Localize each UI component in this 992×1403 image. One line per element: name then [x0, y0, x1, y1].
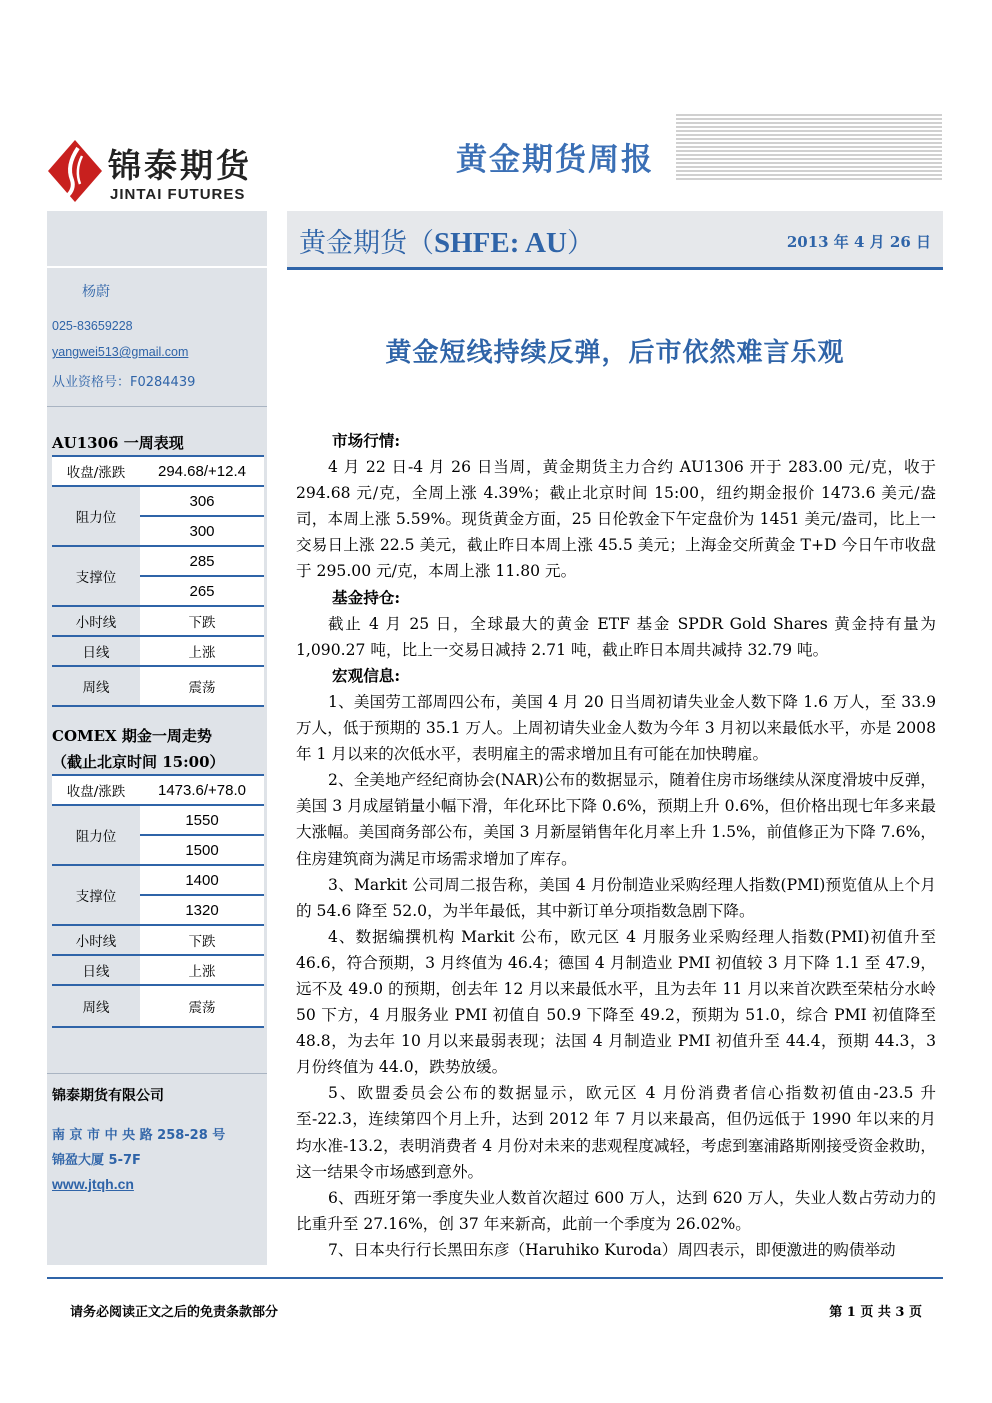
table-row — [52, 955, 264, 985]
report-date: 2013 年 4 月 26 日 — [786, 233, 931, 251]
sidebar-divider — [47, 266, 267, 268]
company-address-line1: 南 京 市 中 央 路 258-28 号 — [52, 1128, 226, 1143]
paragraph-macro-3: 3、Markit 公司周二报告称，美国 4 月份制造业采购经理人指数(PMI)预览值从上个月的 54.6 降至 52.0，为半年最低，其中新订单分项指数急剧下降。 — [296, 875, 936, 920]
au-performance-table — [52, 455, 264, 707]
close-label: 收盘/涨跌 — [52, 456, 140, 486]
au-table-title: AU1306 一周表现 — [52, 434, 184, 452]
company-address-line2: 锦盈大厦 5-7F — [52, 1153, 141, 1168]
close-value: 1473.6/+78.0 — [140, 775, 264, 805]
hourly-value: 下跌 — [140, 606, 264, 636]
logo-cn-text: 锦泰期货 — [108, 146, 252, 185]
paragraph-macro-2: 2、全美地产经纪商协会(NAR)公布的数据显示，随着住房市场继续从深度滑坡中反弹，美国 3 月成屋销量小幅下滑，年化环比下降 0.6%，预期上升 0.6%，但价格出现七年多来最大涨幅。美国商务部公布，美国 3 月新屋销售年化月率上升 1.5%，前值修正为下降 7.6%，住房建筑商为满足市场需求增加了库存。 — [296, 771, 936, 868]
support-label: 支撑位 — [52, 865, 140, 925]
weekly-value: 震荡 — [140, 666, 264, 706]
table-row — [52, 865, 264, 895]
weekly-value: 震荡 — [140, 985, 264, 1027]
resistance-value-2: 1500 — [140, 835, 264, 865]
paragraph-fund: 截止 4 月 25 日，全球最大的黄金 ETF 基金 SPDR Gold Shares 黄金持有量为 1,090.27 吨，比上一交易日减持 2.71 吨，截止昨日本周共减持 32.79 吨。 — [296, 614, 936, 659]
section-heading-macro: 宏观信息: — [332, 665, 401, 685]
weekly-label: 周线 — [52, 985, 140, 1027]
table-row — [52, 606, 264, 636]
daily-label: 日线 — [52, 955, 140, 985]
resistance-value-2: 300 — [140, 516, 264, 546]
hourly-value: 下跌 — [140, 925, 264, 955]
support-value-2: 265 — [140, 576, 264, 606]
resistance-value-1: 306 — [140, 486, 264, 516]
support-label: 支撑位 — [52, 546, 140, 606]
company-name: 锦泰期货有限公司 — [52, 1088, 164, 1104]
section-heading-market: 市场行情: — [332, 431, 401, 450]
table-row — [52, 636, 264, 666]
resistance-value-1: 1550 — [140, 805, 264, 835]
support-value-1: 1400 — [140, 865, 264, 895]
table-row — [52, 805, 264, 835]
daily-value: 上涨 — [140, 636, 264, 666]
table-row — [52, 775, 264, 805]
comex-table-subtitle: （截止北京时间 15:00） — [52, 753, 225, 771]
comex-table-title: COMEX 期金一周走势 — [52, 727, 212, 745]
logo-en-text: JINTAI FUTURES — [110, 186, 246, 203]
table-row — [52, 456, 264, 486]
resistance-label: 阻力位 — [52, 486, 140, 546]
footer-divider — [47, 1277, 943, 1279]
comex-performance-table — [52, 774, 264, 1028]
table-row — [52, 546, 264, 576]
headline-bar — [287, 211, 943, 270]
table-row — [52, 985, 264, 1027]
logo-diamond-icon — [48, 140, 102, 202]
close-value: 294.68/+12.4 — [140, 456, 264, 486]
analyst-email-link[interactable]: yangwei513@gmail.com — [52, 345, 189, 359]
support-value-2: 1320 — [140, 895, 264, 925]
table-row — [52, 486, 264, 516]
analyst-name: 杨蔚 — [82, 284, 110, 300]
close-label: 收盘/涨跌 — [52, 775, 140, 805]
resistance-label: 阻力位 — [52, 805, 140, 865]
hourly-label: 小时线 — [52, 606, 140, 636]
analyst-phone: 025-83659228 — [52, 319, 133, 333]
sidebar-separator — [47, 406, 267, 407]
header-stripes — [676, 114, 942, 182]
paragraph-macro-1: 1、美国劳工部周四公布，美国 4 月 20 日当周初请失业金人数下降 1.6 万人，至 33.9 万人，低于预期的 35.1 万人。上周初请失业金人数为今年 3 月初以来最低水平，亦是 2008 年 1 月以来的次低水平，表明雇主的需求增加且有可能在加快聘雇。 — [296, 692, 936, 764]
company-website-link[interactable]: www.jtqh.cn — [52, 1176, 134, 1192]
analyst-license: 从业资格号：F0284439 — [52, 375, 196, 390]
paragraph-market: 4 月 22 日-4 月 26 日当周，黄金期货主力合约 AU1306 开于 283.00 元/克，收于 294.68 元/克，全周上涨 4.39%；截止北京时间 15:00，纽约期金报价 1473.6 美元/盎司，本周上涨 5.59%。现货黄金方面，25 日伦敦金下午定盘价为 1451 美元/盎司，比上一交易日上涨 22.5 美元，截止昨日本周上涨 45.5 美元；上海金交所黄金 T+D 今日午市收盘于 295.00 元/克，本周上涨 11.80 元。 — [296, 458, 936, 581]
paragraph-macro-4: 4、数据编撰机构 Markit 公布，欧元区 4 月服务业采购经理人指数(PMI)初值升至 46.6，符合预期，3 月终值为 46.4；德国 4 月制造业 PMI 初值较 3 月下降 1.1 至 47.9，远不及 49.0 的预期，创去年 12 月以来最低水平，且为去年 11 月以来首次跌至荣枯分水岭 50 下方，4 月服务业 PMI 初值自 50.9 下降至 49.2，预期为 51.0，综合 PMI 初值降至 48.8，为去年 10 月以来最弱表现；法国 4 月制造业 PMI 初值升至 44.4，预期 44.3，3 月份终值为 44.0，跌势放缓。 — [296, 927, 936, 1077]
footer-disclaimer: 请务必阅读正文之后的免责条款部分 — [70, 1305, 279, 1320]
article-body — [296, 428, 936, 1263]
article-title: 黄金短线持续反弹，后市依然难言乐观 — [385, 338, 845, 368]
support-value-1: 285 — [140, 546, 264, 576]
section-heading-fund: 基金持仓: — [332, 587, 401, 607]
daily-label: 日线 — [52, 636, 140, 666]
company-logo — [48, 138, 268, 208]
headline-product: 黄金期货（SHFE: AU） — [299, 227, 594, 259]
paragraph-macro-7: 7、日本央行行长黑田东彦（Haruhiko Kuroda）周四表示，即便激进的购债举动 — [328, 1240, 896, 1259]
weekly-label: 周线 — [52, 666, 140, 706]
page-number: 第 1 页 共 3 页 — [829, 1305, 922, 1320]
daily-value: 上涨 — [140, 955, 264, 985]
table-row — [52, 666, 264, 706]
paragraph-macro-5: 5、欧盟委员会公布的数据显示，欧元区 4 月份消费者信心指数初值由-23.5 升至-22.3，连续第四个月上升，达到 2012 年 7 月以来最高，但仍远低于 1990 年以来的月均水准-13.2，表明消费者 4 月份对未来的悲观程度减轻，考虑到塞浦路斯刚接受资金救助，这一结果令市场感到意外。 — [296, 1084, 936, 1181]
report-title: 黄金期货周报 — [456, 142, 654, 178]
sidebar-separator — [47, 1073, 267, 1074]
paragraph-macro-6: 6、西班牙第一季度失业人数首次超过 600 万人，达到 620 万人，失业人数占劳动力的比重升至 27.16%，创 37 年来新高，此前一个季度为 26.02%。 — [296, 1188, 936, 1233]
hourly-label: 小时线 — [52, 925, 140, 955]
table-row — [52, 925, 264, 955]
